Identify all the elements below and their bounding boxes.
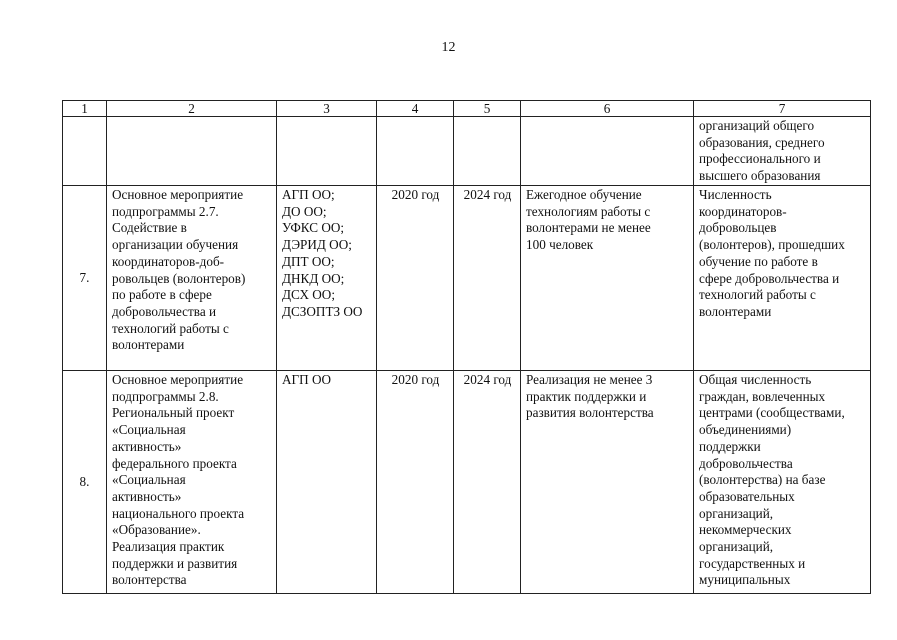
header-col-5: 5 xyxy=(454,101,521,117)
header-col-1: 1 xyxy=(63,101,107,117)
continuation-indicator: организаций общего образования, среднего профессионального и высшего образования xyxy=(694,117,871,186)
page-number: 12 xyxy=(441,40,456,55)
cell-empty xyxy=(521,117,694,186)
cell-empty xyxy=(454,117,521,186)
row-number: 8. xyxy=(63,371,107,594)
activity-cell: Основное мероприятие подпрограммы 2.8. Региональный проект «Социальная активность» федерального проекта «Социальная активность» национального проекта «Образование». Реализация практик поддержки и развития волонтерства xyxy=(107,371,277,594)
activity-cell: Основное мероприятие подпрограммы 2.7. Содействие в организации обучения координаторов-доб- ровольцев (волонтеров) по работе в сфере добровольчества и технологий работы с волонтерами xyxy=(107,186,277,371)
continuation-row xyxy=(63,117,871,186)
result-cell: Ежегодное обучение технологиям работы с волонтерами не менее 100 человек xyxy=(521,186,694,371)
cell-empty xyxy=(63,117,107,186)
header-row xyxy=(63,101,871,117)
start-year-cell: 2020 год xyxy=(377,371,454,594)
result-cell: Реализация не менее 3 практик поддержки и развития волонтерства xyxy=(521,371,694,594)
end-year-cell: 2024 год xyxy=(454,186,521,371)
header-col-3: 3 xyxy=(277,101,377,117)
indicator-cell: Общая численность граждан, вовлеченных центрами (сообществами, объединениями) поддержки добровольчества (волонтерства) на базе образовательных организаций, некоммерческих организаций, государственных и муниципальных xyxy=(694,371,871,594)
start-year-cell: 2020 год xyxy=(377,186,454,371)
executors-cell: АГП ОО; ДО ОО; УФКС ОО; ДЭРИД ОО; ДПТ ОО; ДНКД ОО; ДСХ ОО; ДСЗОПТЗ ОО xyxy=(277,186,377,371)
row-number: 7. xyxy=(63,186,107,371)
indicator-cell: Численность координаторов- добровольцев (волонтеров), прошедших обучение по работе в сфере добровольчества и технологий работы с волонтерами xyxy=(694,186,871,371)
executors-cell: АГП ОО xyxy=(277,371,377,594)
cell-empty xyxy=(107,117,277,186)
header-col-2: 2 xyxy=(107,101,277,117)
table-row xyxy=(63,371,871,594)
end-year-cell: 2024 год xyxy=(454,371,521,594)
program-table xyxy=(62,100,871,594)
header-col-4: 4 xyxy=(377,101,454,117)
cell-empty xyxy=(377,117,454,186)
table-row xyxy=(63,186,871,371)
header-col-6: 6 xyxy=(521,101,694,117)
cell-empty xyxy=(277,117,377,186)
header-col-7: 7 xyxy=(694,101,871,117)
